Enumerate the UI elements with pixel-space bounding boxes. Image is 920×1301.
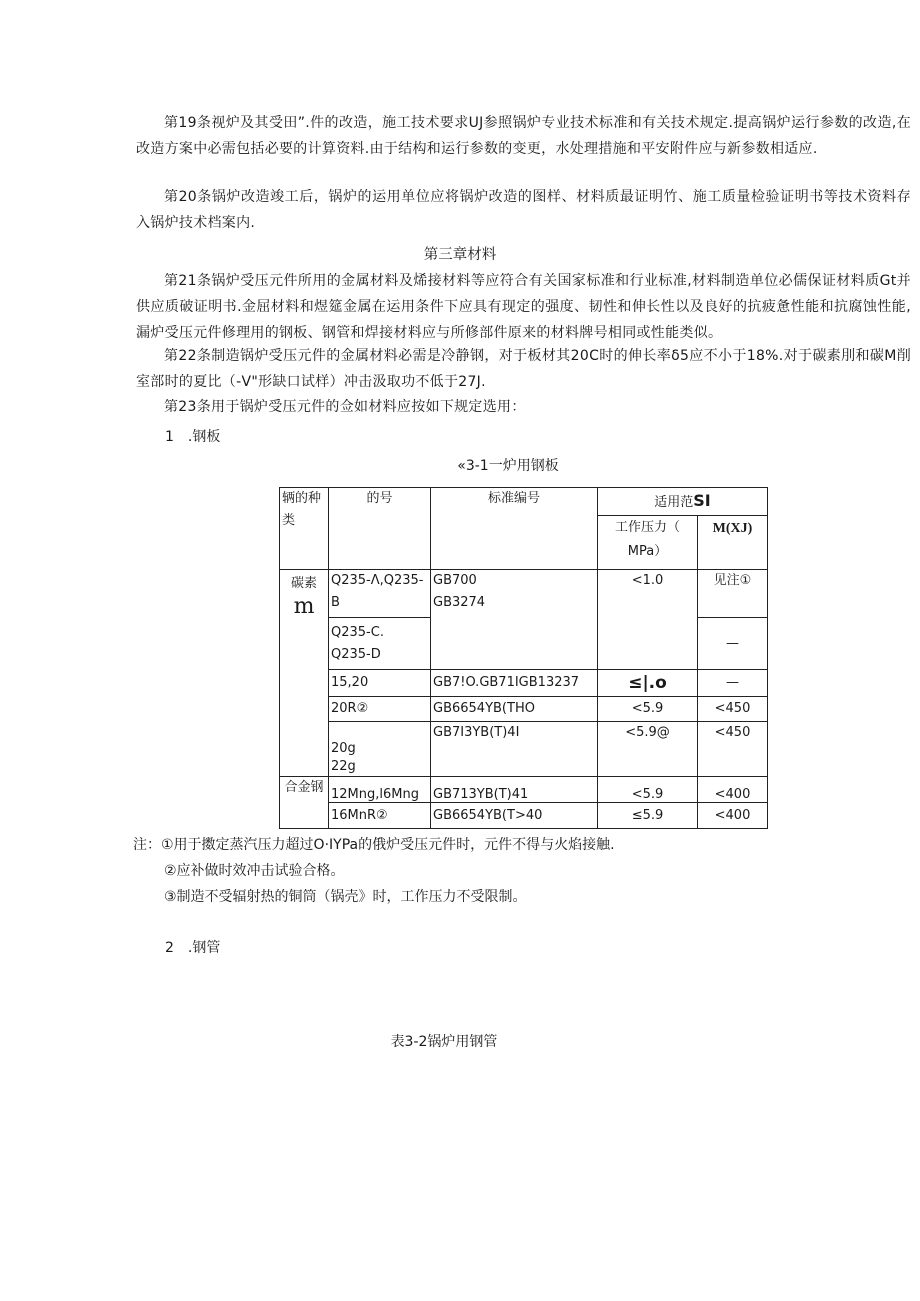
standard-cell: GB700 GB3274 xyxy=(431,570,598,670)
standard-cell: GB6654YB(THO xyxy=(431,697,598,722)
article-22: 第22条制造锅炉受压元件的金属材料必需是冷静钢，对于板材其20C时的伸长率δ5应不小于18%.对于碳素刖和碳M削室部时的夏比（-V"形缺口试样）冲击汲取功不低于27J. xyxy=(136,348,911,390)
article-20: 第20条锅炉改造竣工后，锅炉的运用单位应将锅炉改造的图样、材料质最证明竹、施工质量检验证明书等技术资料存入锅炉技术档案内. xyxy=(136,189,911,231)
pressure-cell: ≤|.o xyxy=(598,670,698,697)
steel-plate-table xyxy=(279,487,768,829)
category-carbon-glyph: m xyxy=(293,594,315,619)
grade-cell: 20g 22g xyxy=(329,722,431,777)
chapter-title: 第三章材料 xyxy=(423,247,497,263)
standard-cell: GB7!O.GB71IGB13237 xyxy=(431,670,598,697)
category-alloy: 合金钢 xyxy=(280,777,329,829)
pressure-cell: <5.9@ xyxy=(598,722,698,777)
category-carbon-text: 碳素 xyxy=(290,576,317,591)
header-standard: 标准编号 xyxy=(431,488,598,570)
temp-cell: <400 xyxy=(698,803,768,829)
pressure-cell: ≤5.9 xyxy=(598,803,698,829)
grade-cell: 15,20 xyxy=(329,670,431,697)
temp-cell: — xyxy=(698,670,768,697)
pressure-cell: <5.9 xyxy=(598,697,698,722)
header-grade: 的号 xyxy=(329,488,431,570)
header-pressure: 工作压力（ MPa） xyxy=(598,516,698,570)
article-21: 第21条锅炉受压元件所用的金属材料及烯接材料等应符合有关国家标准和行业标准,材料制造单位必儒保证材料质Gt并供应质破证明书.金屈材料和煜筵金属在运用条件下应具有现定的强度、韧性和伸长性以及良好的抗疲惫性能和抗腐蚀性能,漏炉受压元件修理用的钢板、钢管和焊接材料应与所修部件原来的材料牌号相同或性能类似。 xyxy=(136,273,911,341)
header-range xyxy=(598,488,768,516)
grade-cell: 12Mng,l6Mng xyxy=(329,777,431,803)
note-3: ③制造不受辐射热的铜筒（锅壳》时，工作压力不受限制。 xyxy=(164,889,527,905)
temp-cell: <450 xyxy=(698,722,768,777)
grade-cell: 20R② xyxy=(329,697,431,722)
header-range-prefix: 适用范 xyxy=(654,494,694,510)
temp-cell: <450 xyxy=(698,697,768,722)
article-19: 第19条视炉及其受田”.件的改造，施工技术要求UJ参照锅炉专业技术标准和有关技术规定.提高锅炉运行参数的改造,在改造方案中必需包括必要的计算资料.由于结构和运行参数的变更，水处理措施和平安附件应与新参数相适应. xyxy=(136,115,911,157)
standard-cell: GB6654YB(T>40 xyxy=(431,803,598,829)
table-1-caption: «3-1一炉用钢板 xyxy=(457,458,559,474)
header-range-suffix: SI xyxy=(693,490,711,510)
temp-cell: <400 xyxy=(698,777,768,803)
pressure-cell: <5.9 xyxy=(598,777,698,803)
category-carbon xyxy=(280,570,329,777)
header-steel-type: 辆的种 类 xyxy=(280,488,329,570)
temp-cell: 见注① xyxy=(698,570,768,618)
grade-cell: Q235-C. Q235-D xyxy=(329,618,431,670)
grade-cell: Q235-Λ,Q235- B xyxy=(329,570,431,618)
grade-cell: 16MnR② xyxy=(329,803,431,829)
header-temp: M(XJ) xyxy=(698,516,768,570)
table-2-caption: 表3-2锅炉用钢管 xyxy=(390,1034,498,1050)
item-1-steel-plate: 1 .钢板 xyxy=(165,429,221,445)
temp-cell: — xyxy=(698,618,768,670)
standard-cell: GB713YB(T)41 xyxy=(431,777,598,803)
standard-cell: GB7I3YB(T)4I xyxy=(431,722,598,777)
pressure-cell: <1.0 xyxy=(598,570,698,670)
note-2: ②应补做时效冲击试验合格。 xyxy=(164,863,345,879)
article-23: 第23条用于锅炉受压元件的佥如材料应按如下规定选用： xyxy=(164,399,526,415)
item-2-steel-pipe: 2 .钢管 xyxy=(165,940,221,956)
note-1: 注：①用于擞定蒸汽压力超过O·IYPa的俄炉受压元件时，元件不得与火焰接触. xyxy=(133,837,615,853)
